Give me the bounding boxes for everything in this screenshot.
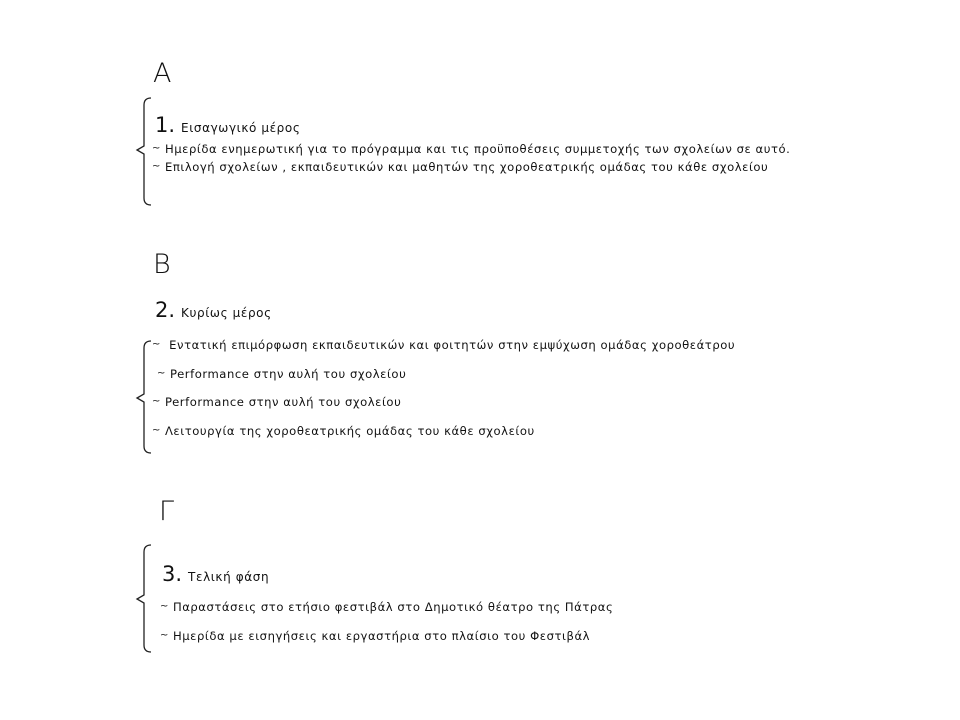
section-title: Τελική φάση (188, 570, 270, 584)
bullet-mark: ~ (152, 339, 161, 350)
section-number: 2. (155, 298, 176, 322)
section-letter-c: Γ (159, 496, 175, 527)
list-item (152, 424, 535, 438)
section-bracket-c (136, 544, 154, 656)
section-letter-b: Β (153, 249, 171, 280)
list-item (152, 395, 401, 409)
section-heading-a (155, 113, 300, 137)
section-title: Εισαγωγικό μέρος (181, 121, 301, 135)
list-item-text: Εντατική επιμόρφωση εκπαιδευτικών και φοιτητών στην εμψύχωση ομάδας χοροθεάτρου (164, 338, 736, 352)
list-item-text: Ημερίδα με εισηγήσεις και εργαστήρια στο πλαίσιο του Φεστιβάλ (172, 629, 591, 643)
list-item-text: Επιλογή σχολείων , εκπαιδευτικών και μαθητών της χοροθεατρικής ομάδας του κάθε σχολείου (164, 160, 769, 174)
list-item (160, 629, 590, 643)
bullet-mark: ~ (152, 143, 161, 154)
list-item (160, 600, 613, 614)
list-item (152, 338, 735, 352)
list-item-text: Παραστάσεις στο ετήσιο φεστιβάλ στο Δημοτικό θέατρο της Πάτρας (172, 600, 614, 614)
section-heading-b (155, 298, 272, 322)
list-item (152, 142, 790, 156)
bullet-mark: ~ (152, 396, 161, 407)
section-number: 1. (155, 113, 176, 137)
bullet-mark: ~ (157, 368, 166, 379)
bullet-mark: ~ (152, 425, 161, 436)
list-item (157, 367, 406, 381)
list-item-text: Performance στην αυλή του σχολείου (169, 367, 407, 381)
bullet-mark: ~ (160, 630, 169, 641)
section-title: Κυρίως μέρος (181, 306, 272, 320)
list-item-text: Λειτουργία της χοροθεατρικής ομάδας του κάθε σχολείου (164, 424, 535, 438)
section-letter-a: Α (153, 58, 172, 89)
list-item (152, 160, 768, 174)
section-heading-c (162, 562, 269, 586)
section-number: 3. (162, 562, 183, 586)
list-item-text: Performance στην αυλή του σχολείου (164, 395, 402, 409)
bullet-mark: ~ (160, 601, 169, 612)
list-item-text: Ημερίδα ενημερωτική για το πρόγραμμα και τις προϋποθέσεις συμμετοχής των σχολείων σε αυτό. (164, 142, 791, 156)
bullet-mark: ~ (152, 161, 161, 172)
